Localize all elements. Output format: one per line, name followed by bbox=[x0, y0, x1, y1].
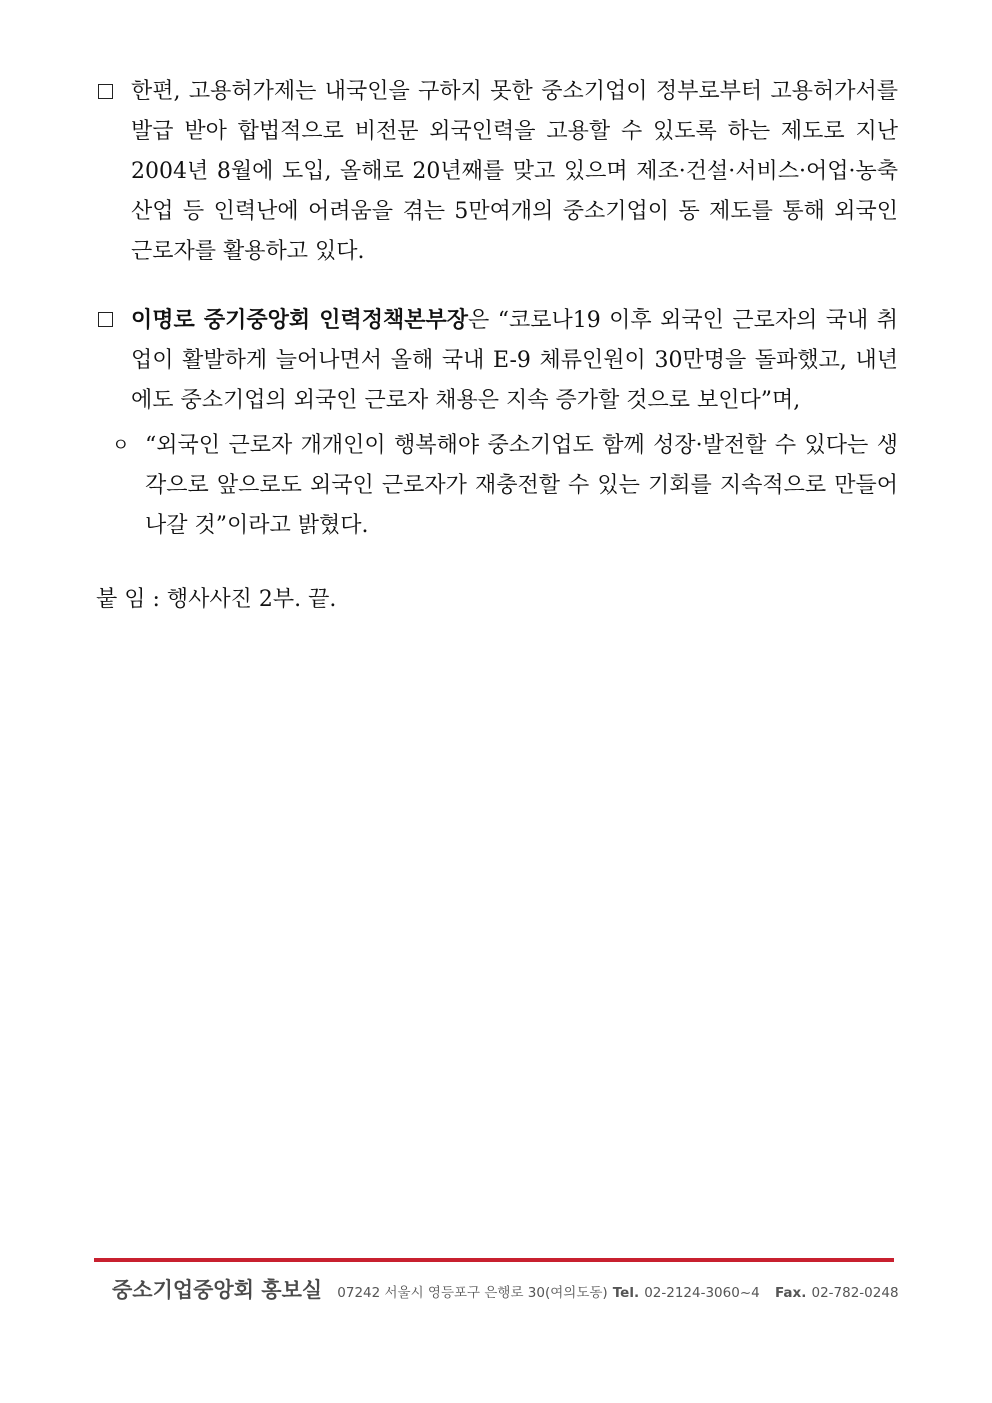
circle-bullet: ㅇ bbox=[112, 435, 130, 456]
footer-divider bbox=[94, 1258, 894, 1262]
square-bullet-icon bbox=[98, 72, 128, 113]
footer-org-name: 중소기업중앙회 홍보실 bbox=[112, 1278, 323, 1302]
attachment-line bbox=[96, 580, 336, 620]
sub-item-text: “외국인 근로자 개개인이 행복해야 중소기업도 함께 성장·발전할 수 있다는 생각으로 앞으로도 외국인 근로자가 재충전할 수 있는 기회를 지속적으로 만들어 나갈 것”이라고 밝혔다. bbox=[145, 433, 898, 538]
footer bbox=[112, 1274, 899, 1304]
paragraph-text: 한편, 고용허가제는 내국인을 구하지 못한 중소기업이 정부로부터 고용허가서를 발급 받아 합법적으로 비전문 외국인력을 고용할 수 있도록 하는 제도로 지난 2004년 8월에 도입, 올해로 20년째를 맞고 있으며 제조·건설·서비스·어업·농축산업 등 인력난에 어려움을 겪는 5만여개의 중소기업이 동 제도를 통해 외국인 근로자를 활용하고 있다. bbox=[131, 79, 898, 264]
footer-fax: 02-782-0248 bbox=[811, 1285, 899, 1301]
square-bullet-icon bbox=[98, 300, 128, 341]
attachment-text: 행사사진 2부. 끝. bbox=[166, 587, 337, 612]
attachment-label: 붙 임 bbox=[96, 587, 146, 612]
paragraph-text: 은 “코로나19 이후 외국인 근로자의 국내 취업이 활발하게 늘어나면서 올해 국내 E-9 체류인원이 30만명을 돌파했고, 내년에도 중소기업의 외국인 근로자 채용은 지속 증가할 것으로 보인다”며, bbox=[131, 308, 898, 413]
footer-tel: 02-2124-3060~4 bbox=[644, 1285, 760, 1301]
paragraph-text-container bbox=[131, 300, 898, 421]
attachment-separator: : bbox=[152, 587, 160, 612]
paragraph-employment-permit bbox=[98, 72, 898, 272]
paragraph-quote-intro bbox=[98, 300, 898, 421]
footer-fax-label: Fax. bbox=[775, 1285, 807, 1301]
speaker-name: 이명로 중기중앙회 인력정책본부장 bbox=[131, 307, 469, 333]
footer-tel-label: Tel. bbox=[612, 1285, 640, 1301]
sub-item-quote bbox=[112, 426, 898, 546]
footer-address: 07242 서울시 영등포구 은행로 30(여의도동) bbox=[337, 1285, 608, 1301]
